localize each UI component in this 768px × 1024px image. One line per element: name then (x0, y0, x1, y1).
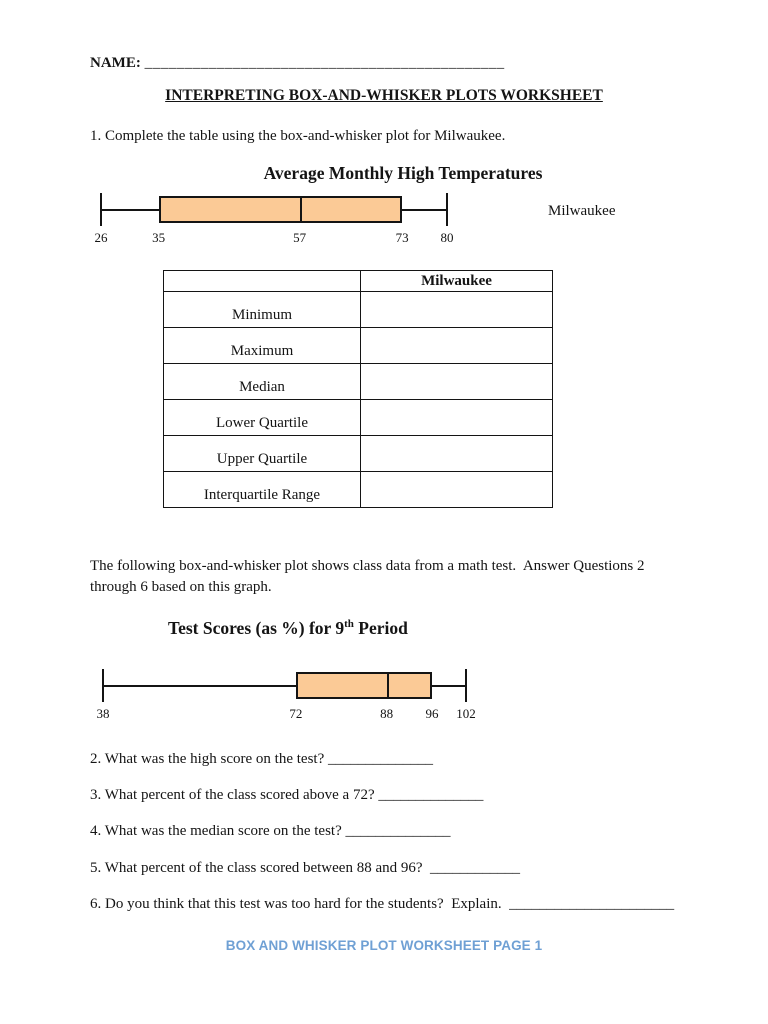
table-row (164, 328, 553, 364)
row-label-maximum: Maximum (164, 328, 361, 364)
whisker-cap-min (100, 193, 102, 226)
name-label: NAME: (90, 55, 141, 71)
axis-tick-label: 26 (94, 230, 108, 245)
row-label-upper-quartile: Upper Quartile (164, 436, 361, 472)
whisker-line-left (101, 209, 159, 211)
whisker-cap-min (102, 669, 104, 702)
chart-title-suffix: Period (353, 618, 408, 638)
box-rect (296, 672, 432, 699)
table-header-row (164, 271, 553, 292)
row-label-lower-quartile: Lower Quartile (164, 400, 361, 436)
value-cell-lower-quartile[interactable] (361, 400, 553, 436)
box-rect (159, 196, 402, 223)
name-blank-line[interactable]: _____________________________________________ (144, 55, 505, 71)
page-title: INTERPRETING BOX-AND-WHISKER PLOTS WORKSHEET (165, 87, 603, 104)
question-1: 1. Complete the table using the box-and-whisker plot for Milwaukee. (90, 128, 506, 144)
table-row (164, 472, 553, 508)
question-4: 4. What was the median score on the test? ______________ (90, 823, 451, 839)
chart-title-prefix: Test Scores (as %) for 9 (168, 618, 345, 638)
value-cell-maximum[interactable] (361, 328, 553, 364)
table-row (164, 436, 553, 472)
whisker-line-right (402, 209, 447, 211)
milwaukee-table (163, 270, 553, 508)
axis-tick-label: 96 (425, 706, 439, 721)
table-header-milwaukee: Milwaukee (361, 271, 553, 292)
whisker-cap-max (446, 193, 448, 226)
value-cell-minimum[interactable] (361, 292, 553, 328)
axis-tick-label: 57 (293, 230, 307, 245)
axis-tick-label: 73 (395, 230, 409, 245)
median-line (300, 196, 302, 223)
value-cell-upper-quartile[interactable] (361, 436, 553, 472)
table-row (164, 364, 553, 400)
table-row (164, 400, 553, 436)
whisker-cap-max (465, 669, 467, 702)
boxplot-test-scores (0, 665, 768, 723)
name-row (90, 55, 505, 72)
axis-tick-label: 88 (380, 706, 394, 721)
question-2: 2. What was the high score on the test? ______________ (90, 751, 433, 767)
chart-title-temperatures: Average Monthly High Temperatures (263, 163, 543, 183)
axis-tick-label: 35 (152, 230, 166, 245)
chart-title-test-scores (168, 618, 408, 639)
intro-paragraph: The following box-and-whisker plot shows class data from a math test. Answer Questions 2 through 6 based on this graph. (90, 558, 649, 595)
row-label-minimum: Minimum (164, 292, 361, 328)
question-5: 5. What percent of the class scored between 88 and 96? ____________ (90, 860, 521, 876)
page-footer: BOX AND WHISKER PLOT WORKSHEET PAGE 1 (225, 938, 543, 953)
axis-tick-label: 80 (440, 230, 454, 245)
axis-tick-label: 38 (96, 706, 110, 721)
row-label-median: Median (164, 364, 361, 400)
question-6: 6. Do you think that this test was too hard for the students? Explain. ______________________ (90, 896, 675, 912)
axis-tick-label: 102 (456, 706, 476, 721)
table-header-empty (164, 271, 361, 292)
table-row (164, 292, 553, 328)
chart-title-superscript: th (344, 618, 354, 631)
axis-tick-label: 72 (289, 706, 303, 721)
row-label-interquartile-range: Interquartile Range (164, 472, 361, 508)
boxplot-milwaukee (0, 189, 768, 247)
series-label-milwaukee: Milwaukee (548, 203, 616, 219)
median-line (387, 672, 389, 699)
whisker-line-right (432, 685, 466, 687)
question-3: 3. What percent of the class scored above a 72? ______________ (90, 787, 484, 803)
value-cell-median[interactable] (361, 364, 553, 400)
whisker-line-left (103, 685, 296, 687)
value-cell-interquartile-range[interactable] (361, 472, 553, 508)
